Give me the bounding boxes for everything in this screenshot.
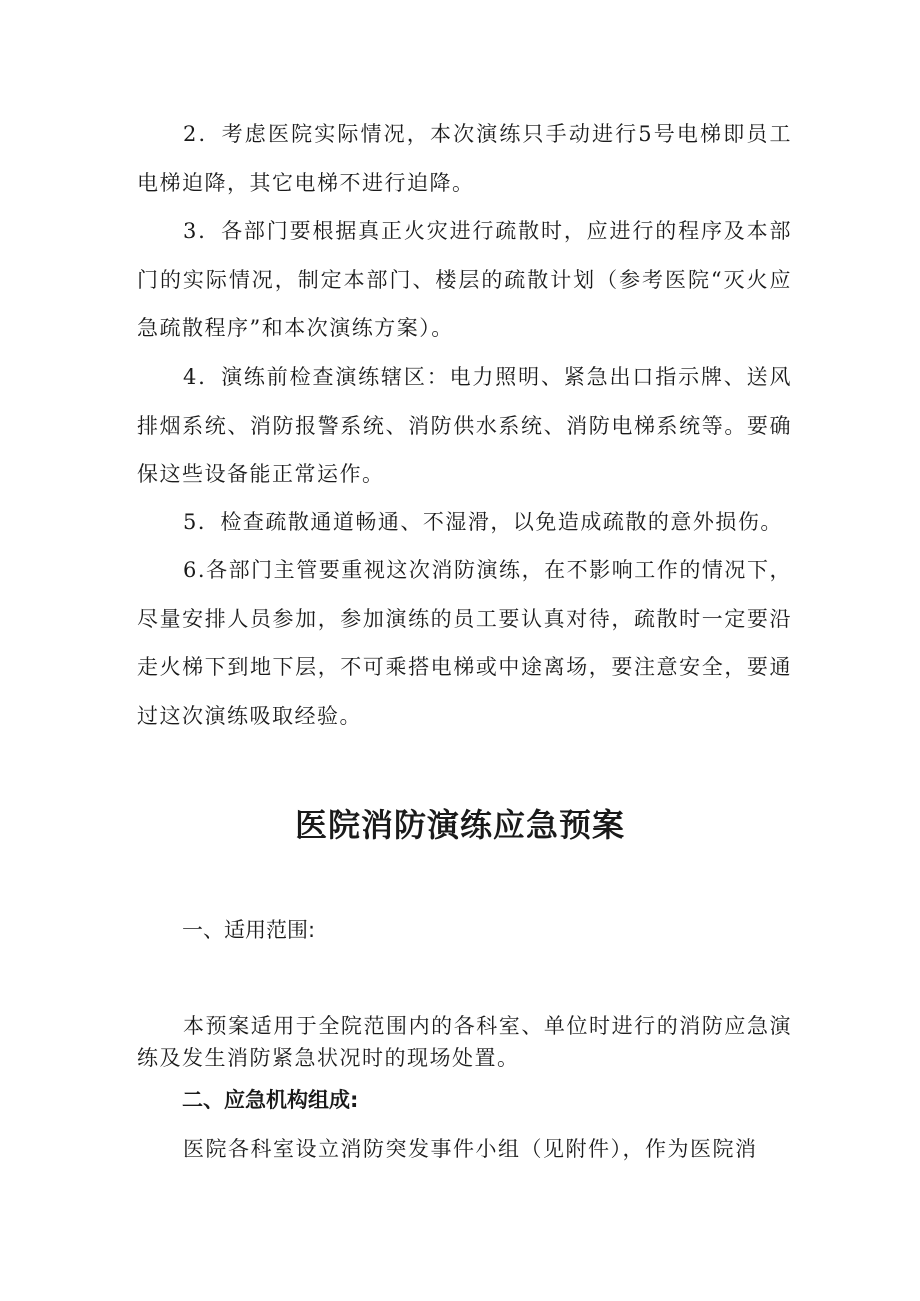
section-text-organization: 医院各科室设立消防突发事件小组（见附件），作为医院消 [183,1137,758,1161]
paragraph-item-3: 3．各部门要根据真正火灾进行疏散时，应进行的程序及本部门的实际情况，制定本部门、楼层的疏散计划（参考医院“灭火应急疏散程序”和本次演练方案）。 [137,219,792,340]
document-title: 医院消防演练应急预案 [294,806,625,844]
paragraph-item-2: 2．考虑医院实际情况，本次演练只手动进行5号电梯即员工电梯迫降，其它电梯不进行迫降。 [137,122,792,195]
section-heading-organization: 二、应急机构组成: [182,1088,359,1112]
paragraph-item-6: 6.各部门主管要重视这次消防演练，在不影响工作的情况下，尽量安排人员参加，参加演练的员工要认真对待，疏散时一定要沿走火梯下到地下层，不可乘搭电梯或中途离场，要注意安全，要通过这次演练吸取经验。 [137,558,792,728]
section-heading-scope: 一、适用范围: [182,918,316,942]
section-text-scope: 本预案适用于全院范围内的各科室、单位时进行的消防应急演练及发生消防紧急状况时的现场处置。 [137,1014,792,1070]
paragraph-item-5: 5．检查疏散通道畅通、不湿滑，以免造成疏散的意外损伤。 [183,510,783,534]
paragraph-item-4: 4．演练前检查演练辖区：电力照明、紧急出口指示牌、送风排烟系统、消防报警系统、消防供水系统、消防电梯系统等。要确保这些设备能正常运作。 [137,365,792,486]
